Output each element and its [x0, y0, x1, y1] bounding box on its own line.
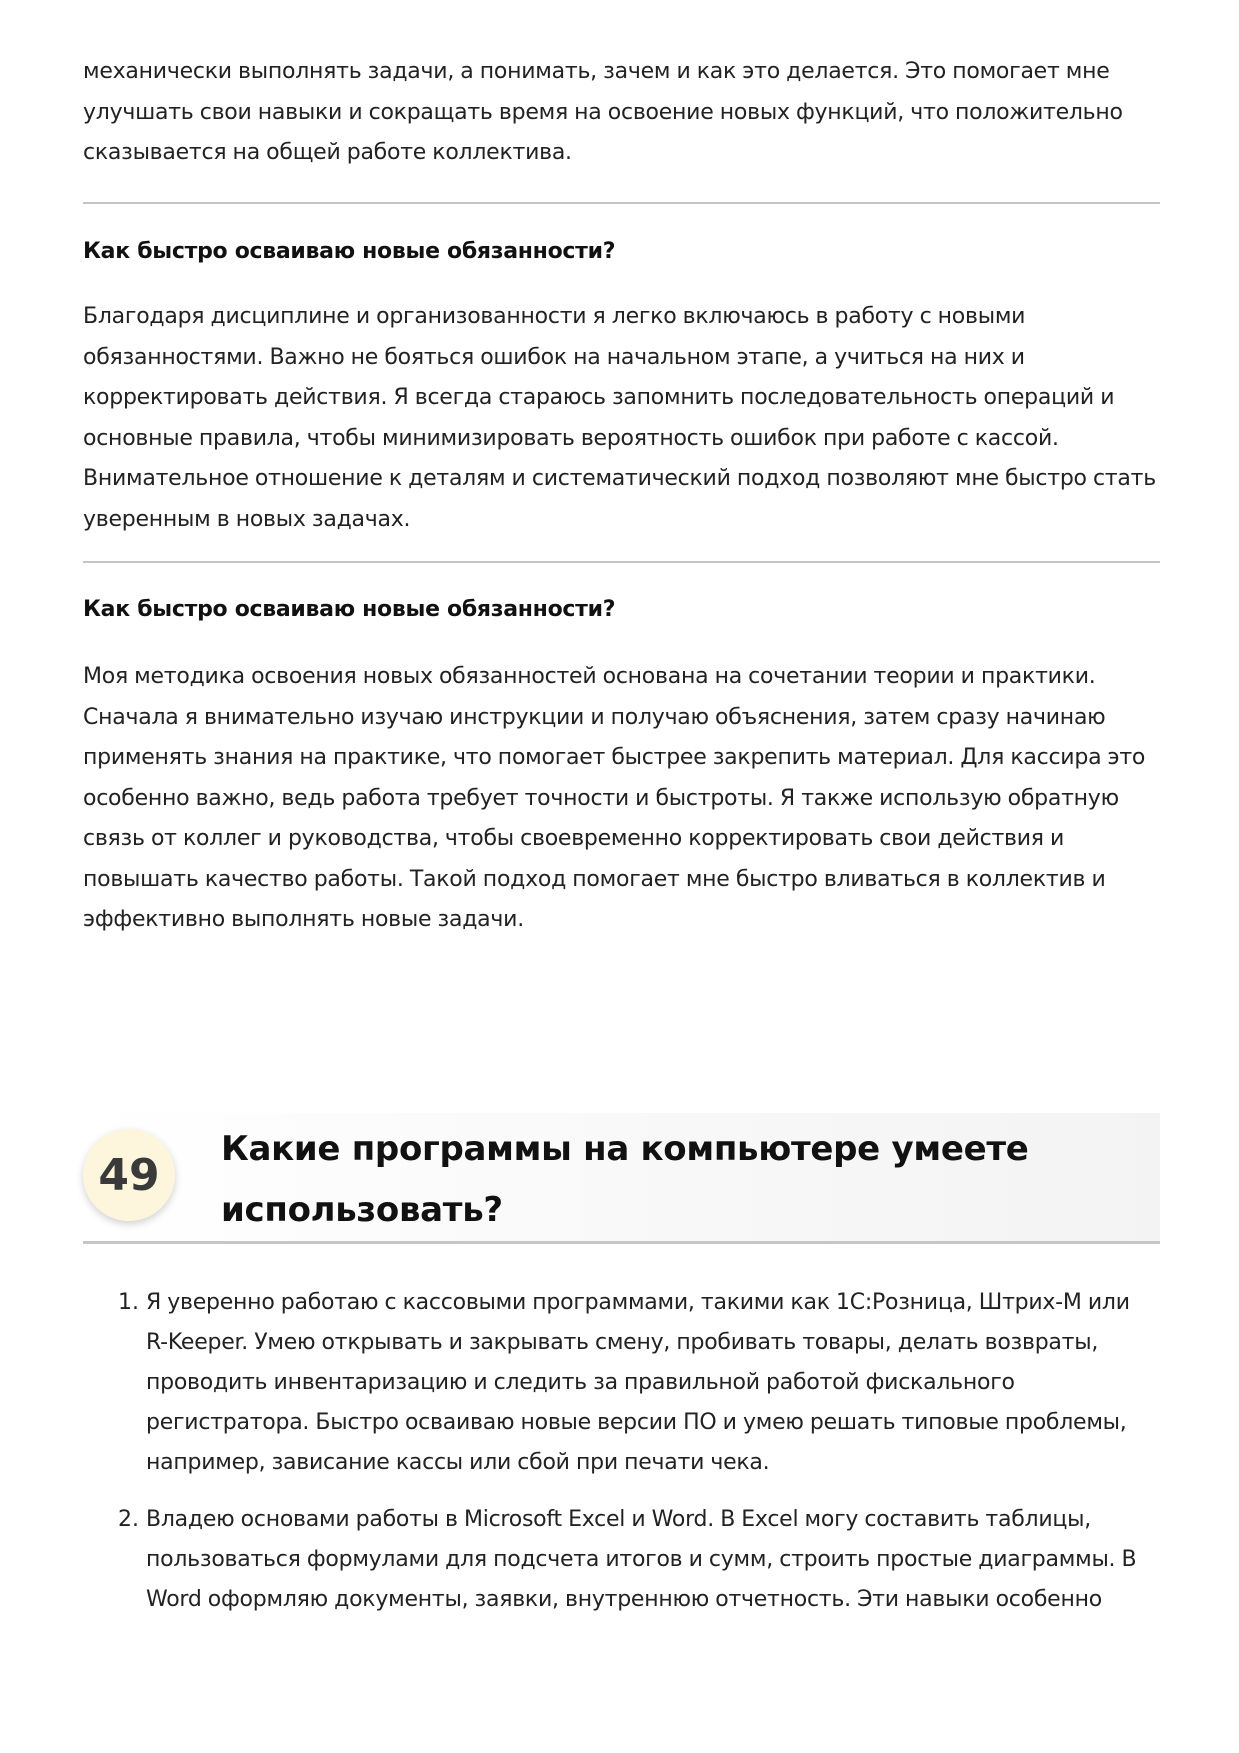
answer-1-line-1: Я уверенно работаю с кассовыми программами, такими как 1С:Розница, Штрих-М или [146, 1290, 1130, 1315]
answer-1-line-4: регистратора. Быстро осваиваю новые версии ПО и умею решать типовые проблемы, [146, 1410, 1127, 1435]
intro-line-3: сказывается на общей работе коллектива. [83, 140, 572, 165]
qa-block-2 [83, 590, 1160, 630]
qa-block-2-line-5: связь от коллег и руководства, чтобы своевременно корректировать свои действия и [83, 826, 1065, 851]
qa-block-1-line-1: Благодаря дисциплине и организованности я легко включаюсь в работу с новыми [83, 304, 1026, 329]
answer-1-line-5: например, зависание кассы или сбой при печати чека. [146, 1450, 770, 1475]
answer-1-line-3: проводить инвентаризацию и следить за правильной работой фискального [146, 1370, 1015, 1395]
qa-block-1-line-2: обязанностями. Важно не бояться ошибок на начальном этапе, а учиться на них и [83, 344, 1025, 370]
list-item [83, 1500, 1160, 1620]
divider-1 [83, 202, 1160, 204]
section-title-line-2: использовать? [221, 1190, 503, 1230]
list-item-number: 2. [118, 1507, 139, 1532]
answer-list [83, 1283, 1160, 1637]
qa-block-2-line-4: особенно важно, ведь работа требует точности и быстроты. Я также использую обратную [83, 785, 1119, 811]
section-title-line-1: Какие программы на компьютере умеете [221, 1129, 1029, 1169]
section-title [221, 1119, 1141, 1241]
qa-block-2-question: Как быстро осваиваю новые обязанности? [83, 597, 616, 622]
answer-2-line-3: Word оформляю документы, заявки, внутреннюю отчетность. Эти навыки особенно [146, 1587, 1102, 1612]
intro-paragraph [83, 52, 1160, 174]
question-number-badge: 49 [83, 1129, 175, 1221]
qa-block-2-line-3: применять знания на практике, что помогает быстрее закрепить материал. Для кассира это [83, 745, 1146, 770]
qa-block-1-line-6: уверенным в новых задачах. [83, 506, 411, 532]
qa-block-2-line-7: эффективно выполнять новые задачи. [83, 907, 524, 932]
qa-block-1 [83, 232, 1160, 272]
qa-block-1-line-3: корректировать действия. Я всегда стараюсь запомнить последовательность операций и [83, 385, 1115, 410]
qa-block-1-line-4: основные правила, чтобы минимизировать вероятность ошибок при работе с кассой. [83, 425, 1059, 451]
qa-block-2-line-6: повышать качество работы. Такой подход помогает мне быстро вливаться в коллектив и [83, 866, 1106, 892]
qa-block-1-answer [83, 297, 1160, 540]
qa-block-2-answer [83, 657, 1160, 941]
divider-2 [83, 561, 1160, 563]
qa-block-2-line-2: Сначала я внимательно изучаю инструкции и получаю объяснения, затем сразу начинаю [83, 704, 1106, 730]
qa-block-1-line-5: Внимательное отношение к деталям и систематический подход позволяют мне быстро стать [83, 466, 1156, 491]
answer-2-line-1: Владею основами работы в Microsoft Excel и Word. В Excel могу составить таблицы, [146, 1507, 1091, 1532]
intro-line-2: улучшать свои навыки и сокращать время на освоение новых функций, что положительно [83, 99, 1123, 125]
section-heading [83, 1113, 1160, 1243]
qa-block-2-line-1: Моя методика освоения новых обязанностей основана на сочетании теории и практики. [83, 664, 1096, 689]
qa-block-1-question: Как быстро осваиваю новые обязанности? [83, 239, 616, 264]
answer-1-line-2: R-Keeper. Умею открывать и закрывать смену, пробивать товары, делать возвраты, [146, 1330, 1099, 1355]
list-item-number: 1. [118, 1290, 139, 1315]
section-heading-rule [83, 1241, 1160, 1244]
list-item [83, 1283, 1160, 1483]
intro-line-1: механически выполнять задачи, а понимать, зачем и как это делается. Это помогает мне [83, 59, 1110, 84]
answer-2-line-2: пользоваться формулами для подсчета итогов и сумм, строить простые диаграммы. В [146, 1547, 1137, 1572]
